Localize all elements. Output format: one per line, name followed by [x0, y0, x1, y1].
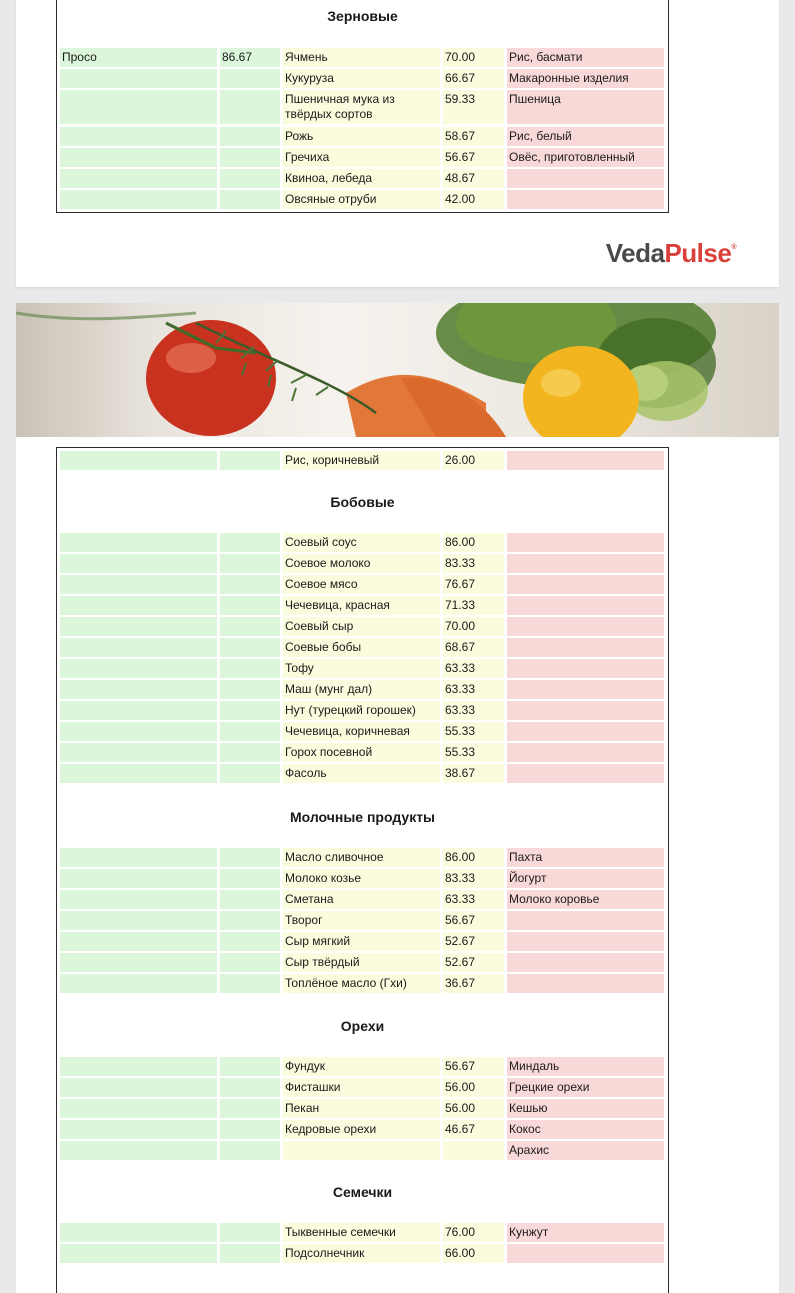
logo-text-veda: Veda [605, 238, 665, 268]
vegetables-illustration [16, 303, 779, 437]
table-row [57, 722, 668, 741]
cell: 52.67 [443, 932, 504, 951]
cell [220, 169, 280, 188]
cell: 38.67 [443, 764, 504, 783]
table-row [57, 451, 668, 470]
cell [220, 148, 280, 167]
cell [60, 911, 217, 930]
section-title-legumes: Бобовые [330, 494, 395, 510]
document-page-2 [16, 303, 779, 1293]
cell: Соевые бобы [283, 638, 440, 657]
cell: Тыквенные семечки [283, 1223, 440, 1242]
cell [60, 148, 217, 167]
cell [60, 659, 217, 678]
cell [507, 190, 664, 209]
cell [60, 1078, 217, 1097]
cell [507, 953, 664, 972]
cell: Миндаль [507, 1057, 664, 1076]
cell [60, 1223, 217, 1242]
table-row [57, 127, 668, 146]
cell: 46.67 [443, 1120, 504, 1139]
cell [220, 659, 280, 678]
cell [507, 533, 664, 552]
cell [507, 932, 664, 951]
table-row [57, 848, 668, 867]
cell: Соевое молоко [283, 554, 440, 573]
cell [60, 533, 217, 552]
cell: 63.33 [443, 680, 504, 699]
cell [507, 638, 664, 657]
cell [220, 1057, 280, 1076]
cell: 63.33 [443, 659, 504, 678]
cell: 68.67 [443, 638, 504, 657]
cell: 56.67 [443, 911, 504, 930]
table-row [57, 1099, 668, 1118]
cell: Молоко коровье [507, 890, 664, 909]
section-title-nuts: Орехи [340, 1018, 385, 1034]
table-row [57, 890, 668, 909]
cell [220, 953, 280, 972]
vedapulse-logo [606, 238, 736, 269]
cell: 70.00 [443, 48, 504, 67]
cell [507, 659, 664, 678]
table-row [57, 743, 668, 762]
cell: Пшеничная мука из твёрдых сортов [283, 90, 440, 124]
cell: Кешью [507, 1099, 664, 1118]
cell: Гречиха [283, 148, 440, 167]
cell: 52.67 [443, 953, 504, 972]
cell: Горох посевной [283, 743, 440, 762]
cell: Арахис [507, 1141, 664, 1160]
cell [220, 596, 280, 615]
cell [60, 764, 217, 783]
table-row [57, 1078, 668, 1097]
cell [60, 169, 217, 188]
table-row [57, 932, 668, 951]
cell [60, 575, 217, 594]
cell: 26.00 [443, 451, 504, 470]
cell: Кокос [507, 1120, 664, 1139]
cell [60, 932, 217, 951]
cell: 63.33 [443, 701, 504, 720]
cell [507, 596, 664, 615]
cell [507, 1244, 664, 1263]
table-row [57, 190, 668, 209]
table-row [57, 701, 668, 720]
cell [220, 1078, 280, 1097]
cell [60, 127, 217, 146]
cell: Тофу [283, 659, 440, 678]
section-title-dairy: Молочные продукты [289, 809, 436, 825]
cell: Рис, белый [507, 127, 664, 146]
cell [220, 127, 280, 146]
cell [507, 575, 664, 594]
cell: Фундук [283, 1057, 440, 1076]
cell: 59.33 [443, 90, 504, 124]
table-row [57, 533, 668, 552]
cell [60, 617, 217, 636]
cell [507, 722, 664, 741]
cell: Масло сливочное [283, 848, 440, 867]
cell: Кедровые орехи [283, 1120, 440, 1139]
logo-text-pulse: Pulse [664, 238, 732, 268]
cell: 58.67 [443, 127, 504, 146]
cell [220, 1141, 280, 1160]
table-row [57, 638, 668, 657]
cell [507, 764, 664, 783]
table-row [57, 617, 668, 636]
cell [60, 974, 217, 993]
cell [60, 1099, 217, 1118]
cell: Соевое мясо [283, 575, 440, 594]
cell: 66.67 [443, 69, 504, 88]
section-title-grains: Зерновые [327, 8, 398, 24]
table-row [57, 90, 668, 124]
cell: Квиноа, лебеда [283, 169, 440, 188]
cell: Сыр твёрдый [283, 953, 440, 972]
cell [220, 890, 280, 909]
cell [60, 743, 217, 762]
cell [60, 69, 217, 88]
cell [220, 69, 280, 88]
cell: Макаронные изделия [507, 69, 664, 88]
cell: 86.00 [443, 533, 504, 552]
cell: Подсолнечник [283, 1244, 440, 1263]
cell [220, 722, 280, 741]
cell [60, 869, 217, 888]
cell [60, 554, 217, 573]
cell [220, 869, 280, 888]
cell [507, 554, 664, 573]
cell: Соевый сыр [283, 617, 440, 636]
cell [220, 1223, 280, 1242]
cell: Рис, коричневый [283, 451, 440, 470]
cell [220, 1099, 280, 1118]
table-row [57, 554, 668, 573]
grains-table [56, 0, 669, 213]
table-row [57, 1244, 668, 1263]
cell [60, 596, 217, 615]
cell: Фасоль [283, 764, 440, 783]
cell [60, 722, 217, 741]
cell: 71.33 [443, 596, 504, 615]
cell: 76.00 [443, 1223, 504, 1242]
table-row [57, 575, 668, 594]
table-row [57, 764, 668, 783]
cell: 86.00 [443, 848, 504, 867]
cell [443, 1141, 504, 1160]
table-row [57, 48, 668, 67]
cell: 48.67 [443, 169, 504, 188]
cell [507, 743, 664, 762]
cell: Молоко козье [283, 869, 440, 888]
cell [507, 169, 664, 188]
table-row [57, 869, 668, 888]
food-table-continued [56, 447, 669, 1293]
document-page-1 [16, 0, 779, 287]
cell: Топлёное масло (Гхи) [283, 974, 440, 993]
cell: 76.67 [443, 575, 504, 594]
cell [60, 1057, 217, 1076]
cell: Пахта [507, 848, 664, 867]
cell: Овсяные отруби [283, 190, 440, 209]
cell: Просо [60, 48, 217, 67]
cell [60, 890, 217, 909]
cell [220, 932, 280, 951]
cell [507, 680, 664, 699]
table-row [57, 1120, 668, 1139]
cell [220, 974, 280, 993]
table-row [57, 659, 668, 678]
table-row [57, 680, 668, 699]
cell [220, 554, 280, 573]
cell [507, 974, 664, 993]
cell [60, 1141, 217, 1160]
cell [507, 701, 664, 720]
cell [220, 680, 280, 699]
table-row [57, 169, 668, 188]
cell: Пекан [283, 1099, 440, 1118]
cell [60, 451, 217, 470]
cell [220, 701, 280, 720]
cell [220, 638, 280, 657]
cell [60, 701, 217, 720]
cell [220, 764, 280, 783]
cell: Кунжут [507, 1223, 664, 1242]
cell: Фисташки [283, 1078, 440, 1097]
table-row [57, 953, 668, 972]
cell [220, 743, 280, 762]
cell: Соевый соус [283, 533, 440, 552]
cell: 66.00 [443, 1244, 504, 1263]
cell: Чечевица, красная [283, 596, 440, 615]
cell: 63.33 [443, 890, 504, 909]
table-row [57, 1141, 668, 1160]
cell [220, 533, 280, 552]
cell [60, 848, 217, 867]
cell: 55.33 [443, 722, 504, 741]
table-row [57, 1057, 668, 1076]
cell: Сыр мягкий [283, 932, 440, 951]
cell: 86.67 [220, 48, 280, 67]
cell [220, 848, 280, 867]
cell [220, 911, 280, 930]
cell [220, 1244, 280, 1263]
cell: Пшеница [507, 90, 664, 124]
cell [60, 1244, 217, 1263]
cell: 70.00 [443, 617, 504, 636]
cell: Рожь [283, 127, 440, 146]
cell: 83.33 [443, 554, 504, 573]
cell [220, 190, 280, 209]
cell: Рис, басмати [507, 48, 664, 67]
cell [60, 680, 217, 699]
cell [507, 617, 664, 636]
table-row [57, 596, 668, 615]
cell: 42.00 [443, 190, 504, 209]
cell: Маш (мунг дал) [283, 680, 440, 699]
cell: Йогурт [507, 869, 664, 888]
cell [60, 953, 217, 972]
cell [60, 90, 217, 124]
cell: Кукуруза [283, 69, 440, 88]
cell: 56.67 [443, 148, 504, 167]
cell: Нут (турецкий горошек) [283, 701, 440, 720]
table-row [57, 69, 668, 88]
section-title-seeds: Семечки [332, 1184, 393, 1200]
cell [507, 451, 664, 470]
cell [60, 638, 217, 657]
cell [60, 1120, 217, 1139]
cell: 36.67 [443, 974, 504, 993]
cell: Овёс, приготовленный [507, 148, 664, 167]
table-row [57, 974, 668, 993]
cell: Чечевица, коричневая [283, 722, 440, 741]
cell: 56.00 [443, 1099, 504, 1118]
cell: Сметана [283, 890, 440, 909]
cell: Ячмень [283, 48, 440, 67]
vegetables-banner-image [16, 303, 779, 437]
cell [220, 1120, 280, 1139]
cell [220, 90, 280, 124]
cell: 56.67 [443, 1057, 504, 1076]
cell: Творог [283, 911, 440, 930]
table-row [57, 911, 668, 930]
cell: 56.00 [443, 1078, 504, 1097]
cell: 83.33 [443, 869, 504, 888]
cell: Грецкие орехи [507, 1078, 664, 1097]
cell [220, 575, 280, 594]
cell [60, 190, 217, 209]
cell [507, 911, 664, 930]
cell: 55.33 [443, 743, 504, 762]
table-row [57, 148, 668, 167]
registered-mark: ® [731, 244, 736, 251]
cell [220, 617, 280, 636]
table-row [57, 1223, 668, 1242]
cell [220, 451, 280, 470]
cell [283, 1141, 440, 1160]
